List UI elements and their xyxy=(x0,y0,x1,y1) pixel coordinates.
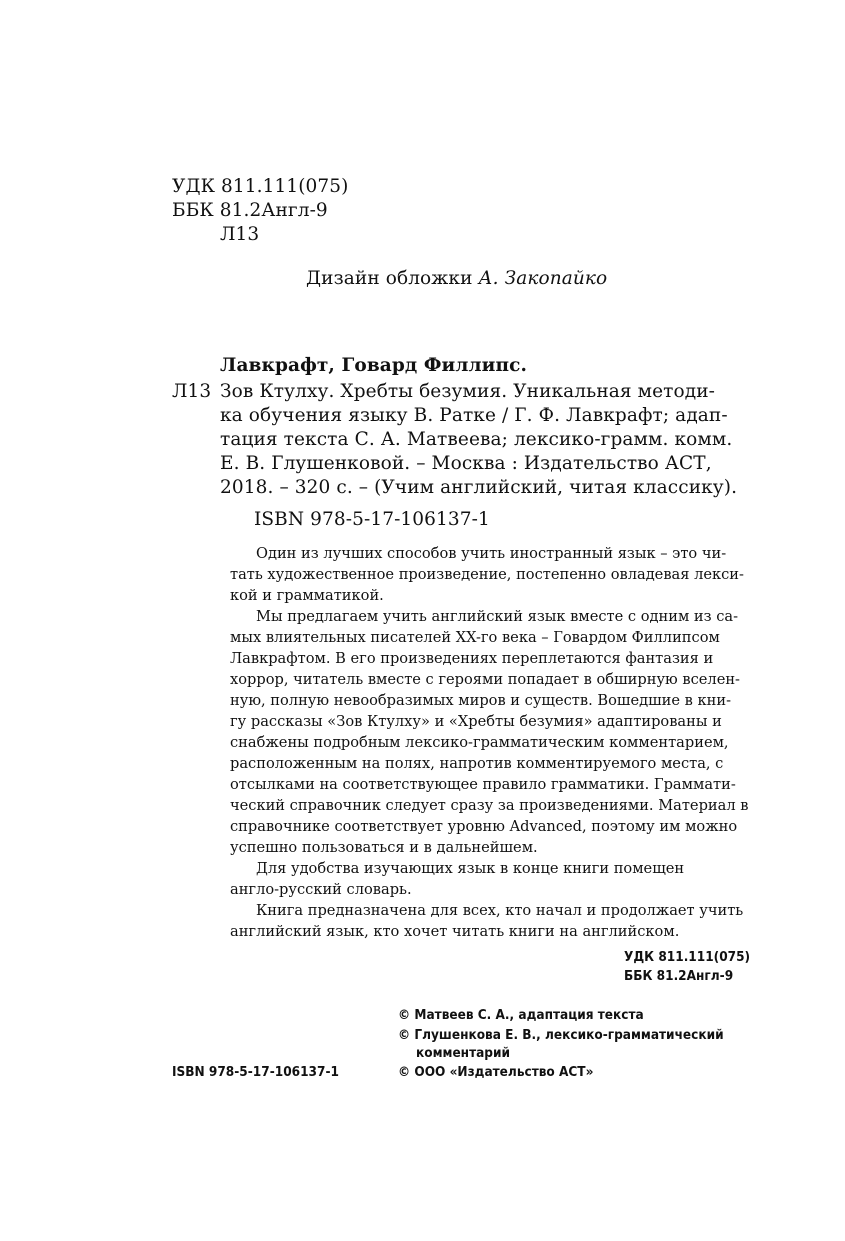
copyright-publisher: © ООО «Издательство АСТ» xyxy=(398,1064,594,1080)
cover-design-label: Дизайн обложки xyxy=(306,268,479,289)
catalog-code: Л13 xyxy=(172,381,212,402)
catalog-line: Зов Ктулху. Хребты безумия. Уникальная методи- xyxy=(220,381,716,402)
annotation-line: ческий справочник следует сразу за произведениями. Материал в xyxy=(230,797,749,814)
author-heading: Лавкрафт, Говард Филлипс. xyxy=(220,355,527,376)
cover-designer-name: А. Закопайко xyxy=(478,268,608,289)
small-bbk-code: ББК 81.2Англ-9 xyxy=(624,968,734,984)
annotation-line: гу рассказы «Зов Ктулху» и «Хребты безумия» адаптированы и xyxy=(230,713,722,730)
annotation-line: ную, полную невообразимых миров и существ. Вошедшие в кни- xyxy=(230,692,732,709)
annotation-line: Для удобства изучающих язык в конце книги помещен xyxy=(256,860,685,877)
catalog-line: 2018. – 320 с. – (Учим английский, читая классику). xyxy=(220,477,738,498)
annotation-line: Книга предназначена для всех, кто начал и продолжает учить xyxy=(256,902,744,919)
annotation-line: мых влиятельных писателей XX-го века – Говардом Филлипсом xyxy=(230,629,720,646)
copyright-commentary-cont: комментарий xyxy=(416,1045,511,1061)
catalog-line: ка обучения языку В. Ратке / Г. Ф. Лавкрафт; адап- xyxy=(220,405,728,426)
small-udk-code: УДК 811.111(075) xyxy=(624,949,751,965)
annotation-line: справочнике соответствует уровню Advanced, поэтому им можно xyxy=(230,818,738,835)
udk-code: УДК 811.111(075) xyxy=(172,176,349,197)
annotation-line: успешно пользоваться и в дальнейшем. xyxy=(230,839,538,856)
author-sign-code: Л13 xyxy=(220,224,260,245)
catalog-isbn: ISBN 978-5-17-106137-1 xyxy=(254,509,490,530)
annotation-line: Мы предлагаем учить английский язык вместе с одним из са- xyxy=(256,608,739,625)
annotation-line: англо-русский словарь. xyxy=(230,881,412,898)
copyright-adaptation: © Матвеев С. А., адаптация текста xyxy=(398,1007,644,1023)
annotation-line: тать художественное произведение, постепенно овладевая лекси- xyxy=(230,566,744,583)
bbk-code: ББК 81.2Англ-9 xyxy=(172,200,328,221)
annotation-line: кой и грамматикой. xyxy=(230,587,384,604)
cover-design-credit xyxy=(306,268,607,289)
catalog-line: Е. В. Глушенковой. – Москва : Издательство АСТ, xyxy=(220,453,712,474)
annotation-line: Один из лучших способов учить иностранный язык – это чи- xyxy=(256,545,727,562)
bottom-isbn: ISBN 978-5-17-106137-1 xyxy=(172,1064,339,1080)
copyright-commentary: © Глушенкова Е. В., лексико-грамматический xyxy=(398,1027,724,1043)
annotation-line: снабжены подробным лексико-грамматическим комментарием, xyxy=(230,734,729,751)
annotation-line: английский язык, кто хочет читать книги на английском. xyxy=(230,923,680,940)
catalog-line: тация текста С. А. Матвеева; лексико-грамм. комм. xyxy=(220,429,733,450)
annotation-line: хоррор, читатель вместе с героями попадает в обширную вселен- xyxy=(230,671,740,688)
annotation-line: расположенным на полях, напротив комментируемого места, с xyxy=(230,755,724,772)
annotation-line: отсылками на соответствующее правило грамматики. Граммати- xyxy=(230,776,736,793)
annotation-line: Лавкрафтом. В его произведениях переплетаются фантазия и xyxy=(230,650,714,667)
